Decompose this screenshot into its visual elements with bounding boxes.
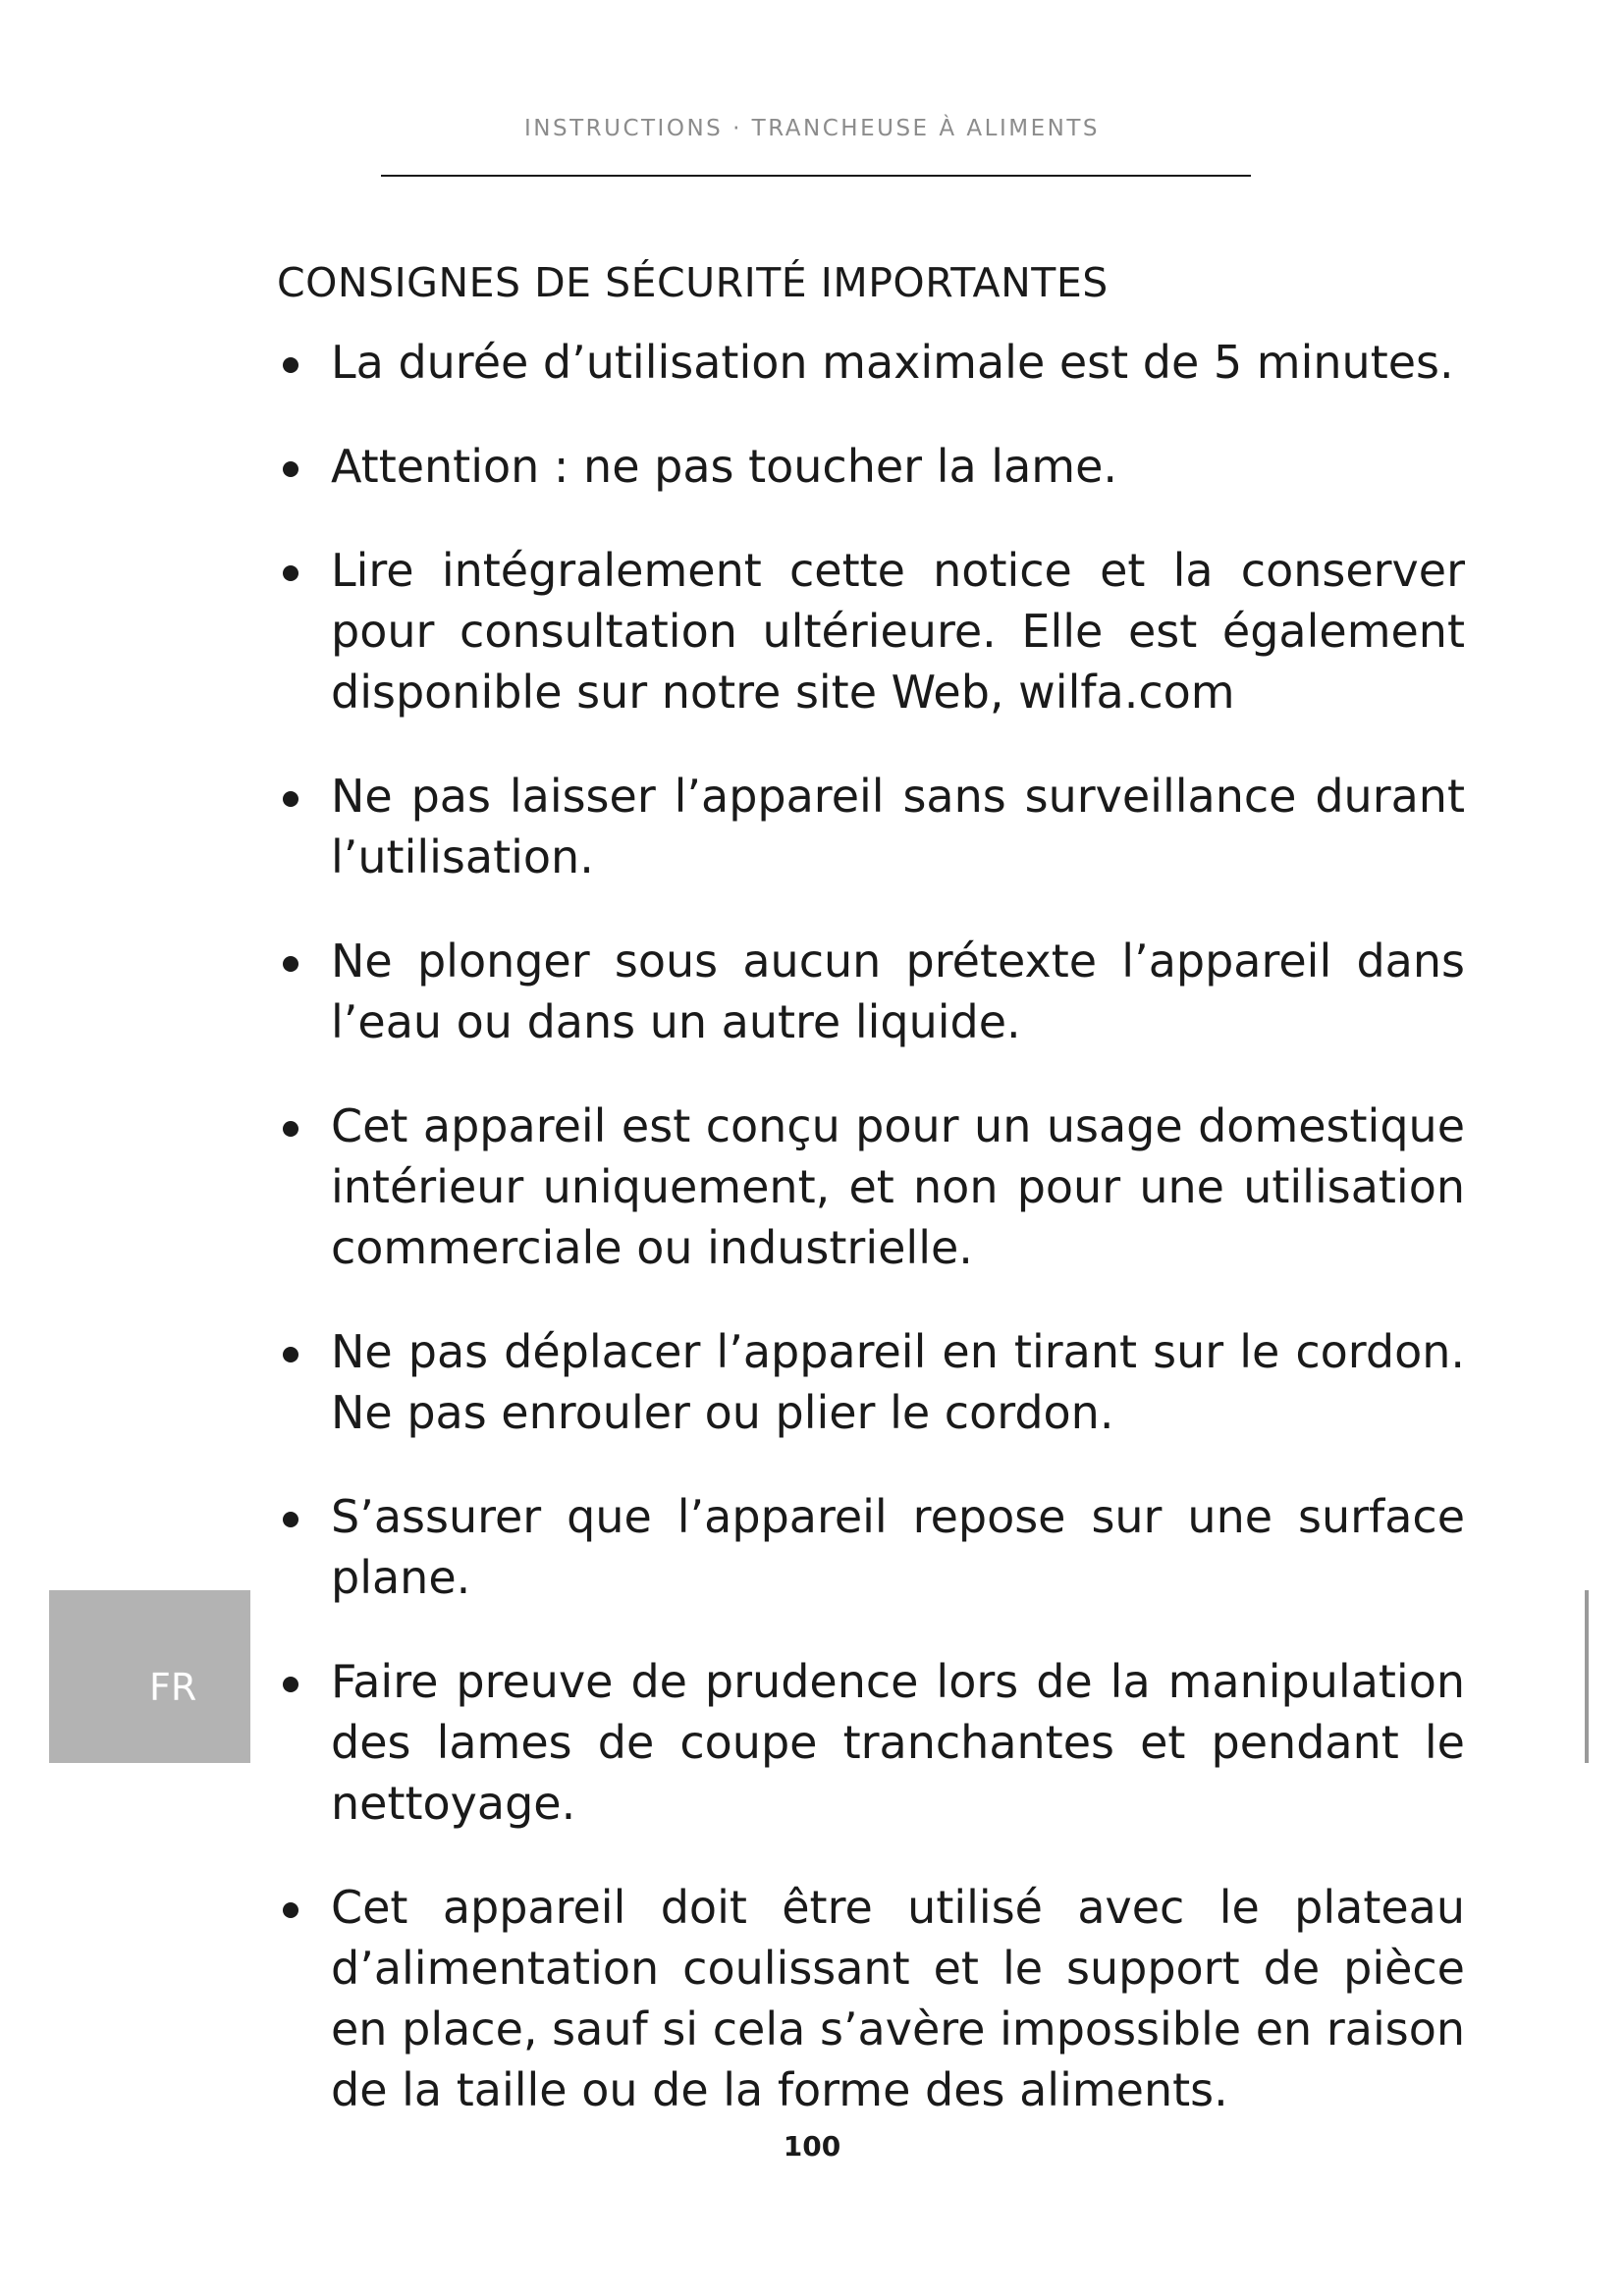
page-edge-marker: [1585, 1590, 1589, 1763]
bullet-icon: [283, 791, 298, 807]
list-item: [277, 1321, 1465, 1443]
header-divider: [381, 175, 1251, 177]
language-tab-label: FR: [149, 1666, 197, 1709]
list-item: [277, 1095, 1465, 1278]
list-item-text: Cet appareil doit être utilisé avec le plateau d’alimentation coulissant et le support de pièce en place, sauf si cela s’avère impossible en raison de la taille ou de la forme des aliments.: [331, 1881, 1465, 2116]
bullet-icon: [283, 357, 298, 373]
bullet-icon: [283, 956, 298, 972]
bullet-icon: [283, 565, 298, 581]
list-item: [277, 1486, 1465, 1608]
list-item-text: Attention : ne pas toucher la lame.: [331, 440, 1118, 493]
list-item: [277, 931, 1465, 1052]
list-item: [277, 1651, 1465, 1834]
running-header: INSTRUCTIONS · TRANCHEUSE À ALIMENTS: [524, 116, 1100, 141]
list-item: [277, 766, 1465, 887]
list-item-text: Ne pas déplacer l’appareil en tirant sur le cordon. Ne pas enrouler ou plier le cordon.: [331, 1325, 1465, 1439]
list-item-text: Cet appareil est conçu pour un usage domestique intérieur uniquement, et non pour une utilisation commerciale ou industrielle.: [331, 1099, 1465, 1274]
page-number: 100: [783, 2130, 841, 2163]
list-item: [277, 436, 1465, 497]
bullet-icon: [283, 1347, 298, 1362]
bullet-icon: [283, 1121, 298, 1137]
list-item: [277, 332, 1465, 393]
list-item-text: S’assurer que l’appareil repose sur une surface plane.: [331, 1490, 1465, 1604]
list-item-text: La durée d’utilisation maximale est de 5 minutes.: [331, 336, 1454, 389]
list-item-text: Lire intégralement cette notice et la conserver pour consultation ultérieure. Elle est également disponible sur notre site Web, wilfa.com: [331, 544, 1465, 719]
bullet-icon: [283, 1677, 298, 1692]
list-item-text: Ne plonger sous aucun prétexte l’appareil dans l’eau ou dans un autre liquide.: [331, 934, 1465, 1048]
bullet-icon: [283, 461, 298, 477]
list-item: [277, 1877, 1465, 2120]
bullet-icon: [283, 1902, 298, 1918]
list-item-text: Faire preuve de prudence lors de la manipulation des lames de coupe tranchantes et pendant le nettoyage.: [331, 1655, 1465, 1830]
bullet-icon: [283, 1512, 298, 1527]
safety-instructions-list: [277, 332, 1465, 2163]
list-item: [277, 540, 1465, 722]
section-title: CONSIGNES DE SÉCURITÉ IMPORTANTES: [277, 259, 1109, 306]
list-item-text: Ne pas laisser l’appareil sans surveillance durant l’utilisation.: [331, 770, 1465, 883]
